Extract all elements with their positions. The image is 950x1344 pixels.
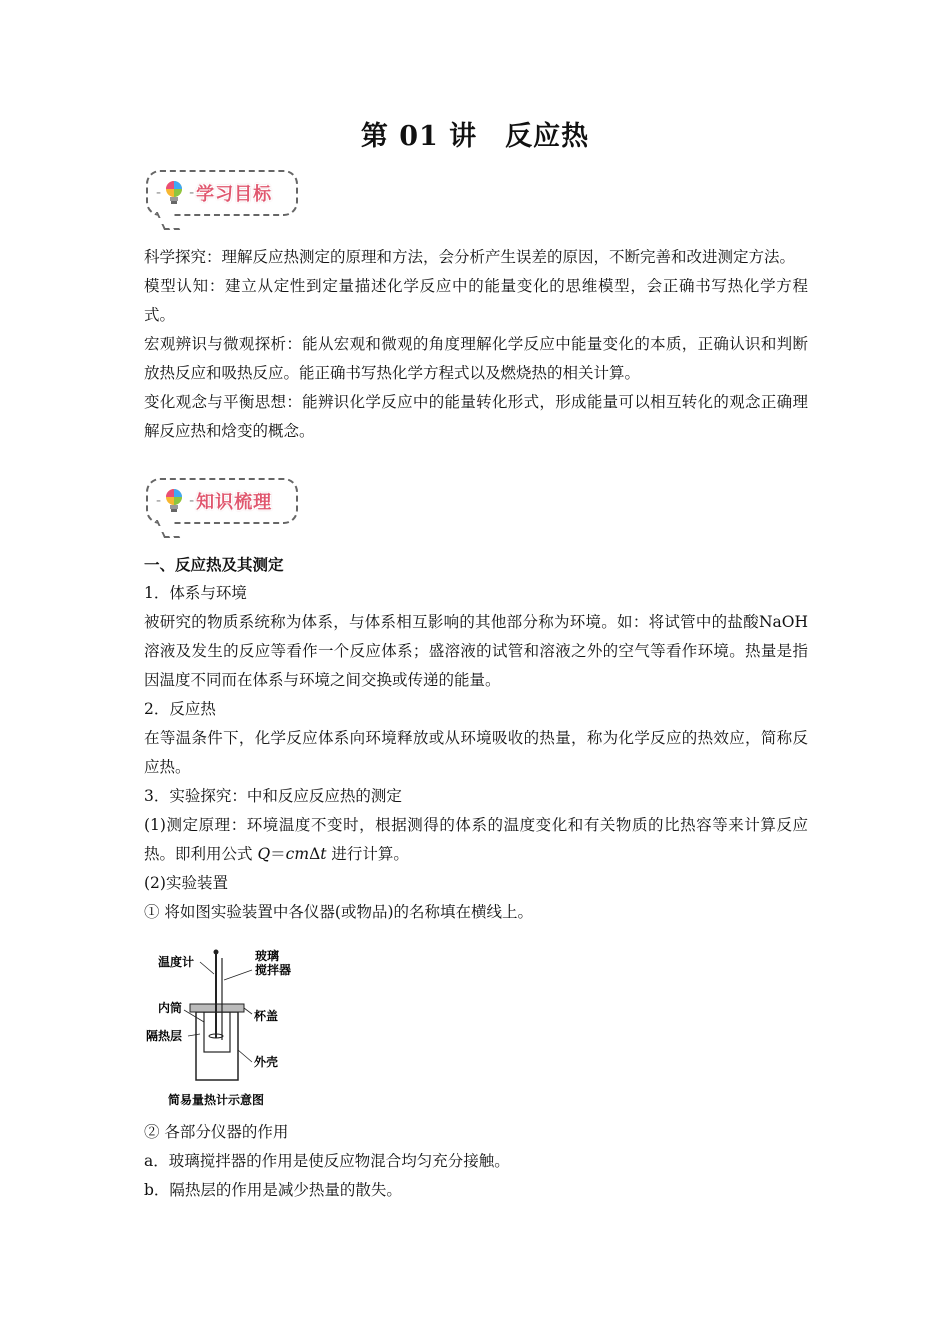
badge-dash: -	[156, 185, 162, 201]
subheading-experiment: 3．实验探究：中和反应反应热的测定	[144, 787, 402, 805]
goal-item: 变化观念与平衡思想：能辨识化学反应中的能量转化形式，形成能量可以相互转化的观念正确理解反应热和焓变的概念。	[144, 393, 808, 440]
formula-t: t	[320, 845, 327, 863]
subheading-system: 1．体系与环境	[144, 584, 247, 602]
goal-item: 宏观辨识与微观探析：能从宏观和微观的角度理解化学反应中能量变化的本质，正确认识和判断放热反应和吸热反应。能正确书写热化学方程式以及燃烧热的相关计算。	[144, 335, 808, 382]
label-insulation: 隔热层	[146, 1029, 183, 1043]
goal-item: 科学探究：理解反应热测定的原理和方法，会分析产生误差的原因，不断完善和改进测定方法。	[144, 248, 796, 266]
badge-dash: -	[189, 185, 195, 201]
principle-text: (1)测定原理：环境温度不变时，根据测得的体系的温度变化和有关物质的比热容等来计算反应热。即利用公式	[144, 816, 808, 863]
apparatus-instruction: ① 将如图实验装置中各仪器(或物品)的名称填在横线上。	[144, 903, 534, 921]
calorimeter-diagram	[140, 940, 310, 1110]
formula-cm: cm	[285, 845, 310, 863]
goals-list	[144, 243, 808, 446]
knowledge-badge	[146, 478, 298, 524]
functions-heading: ② 各部分仪器的作用	[144, 1123, 289, 1141]
goals-badge-label: 学习目标	[196, 184, 273, 205]
page-title: 第 01 讲 反应热	[360, 121, 590, 152]
label-shell: 外壳	[254, 1055, 279, 1069]
function-item-a: a．玻璃搅拌器的作用是使反应物混合均匀充分接触。	[144, 1152, 510, 1170]
figure-caption: 简易量热计示意图	[168, 1093, 265, 1107]
apparatus-functions	[144, 1118, 808, 1205]
section-heading: 一、反应热及其测定	[144, 555, 284, 574]
goals-badge	[146, 170, 298, 216]
badge-tail	[156, 212, 180, 230]
label-lid: 杯盖	[254, 1009, 279, 1023]
goal-item: 模型认知：建立从定性到定量描述化学反应中的能量变化的思维模型，会正确书写热化学方程式。	[144, 277, 808, 324]
label-inner-cup: 内筒	[158, 1001, 183, 1015]
lightbulb-icon	[163, 487, 185, 515]
lightbulb-icon	[163, 179, 185, 207]
knowledge-badge-label: 知识梳理	[196, 492, 273, 513]
reaction-heat-paragraph: 在等温条件下，化学反应体系向环境释放或从环境吸收的热量，称为化学反应的热效应，简称反应热。	[144, 729, 808, 776]
badge-dash: -	[189, 493, 195, 509]
label-stirrer-line2: 搅拌器	[255, 963, 292, 977]
subheading-reaction-heat: 2．反应热	[144, 700, 216, 718]
calorimeter-figure	[140, 940, 310, 1110]
principle-paragraph	[144, 811, 808, 869]
principle-text-end: 进行计算。	[326, 845, 409, 863]
formula-q: Q	[257, 845, 271, 863]
function-item-b: b．隔热层的作用是减少热量的散失。	[144, 1181, 402, 1199]
label-thermometer: 温度计	[158, 955, 195, 969]
label-stirrer-line1: 玻璃	[255, 949, 280, 963]
apparatus-heading: (2)实验装置	[144, 874, 228, 892]
formula-equals: ＝	[270, 845, 286, 863]
section-reaction-heat	[144, 550, 808, 927]
formula-delta: Δ	[309, 845, 321, 863]
badge-dash: -	[156, 493, 162, 509]
badge-tail	[156, 520, 180, 538]
system-paragraph: 被研究的物质系统称为体系，与体系相互影响的其他部分称为环境。如：将试管中的盐酸NaOH 溶液及发生的反应等看作一个反应体系；盛溶液的试管和溶液之外的空气等看作环境。热量是指因温度不同而在体系与环境之间交换或传递的能量。	[144, 613, 808, 689]
